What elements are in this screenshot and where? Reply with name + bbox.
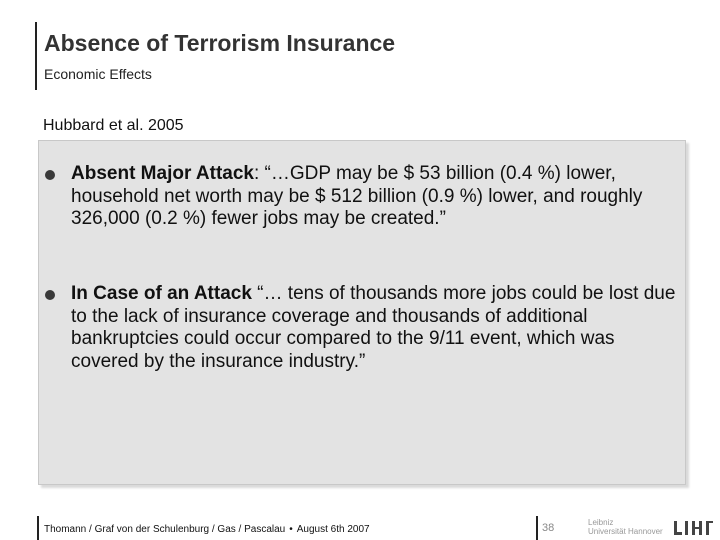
title-accent-bar: [35, 22, 37, 90]
bullet-text: [71, 283, 681, 373]
slide-subtitle: Economic Effects: [44, 66, 152, 82]
footer-separator: •: [289, 524, 293, 535]
footer-accent-bar: [37, 516, 39, 540]
bullet-label: Absent Major Attack: [71, 163, 254, 184]
page-number: 38: [542, 522, 555, 534]
footer-date: August 6th 2007: [296, 524, 370, 535]
slide-title: Absence of Terrorism Insurance: [44, 30, 396, 56]
footer-credits: [44, 524, 370, 535]
bullet-quote: “…GDP may be $ 53 billion (0.4 %) lower, household net worth may be $ 512 billion (0.9 %) lower, and roughly 326,000 (0.2 %) fewer jobs may be created.”: [71, 163, 643, 229]
source-citation: Hubbard et al. 2005: [43, 117, 184, 134]
footer-authors: Thomann / Graf von der Schulenburg / Gas / Pascalau: [44, 524, 286, 535]
page-accent-bar: [536, 516, 538, 540]
logo-mark-icon: [674, 520, 714, 536]
logo-line-2: Universität Hannover: [588, 527, 663, 536]
bullet-text: [71, 163, 681, 231]
bullet-dot-icon: [45, 290, 55, 300]
bullet-label-separator: :: [254, 163, 260, 184]
logo-wordmark: [588, 518, 663, 536]
bullet-label: In Case of an Attack: [71, 283, 252, 304]
university-logo: [588, 516, 718, 540]
bullet-dot-icon: [45, 170, 55, 180]
logo-line-1: Leibniz: [588, 518, 614, 527]
bullet-quote: “… tens of thousands more jobs could be lost due to the lack of insurance coverage and thousands of additional bankruptcies could occur compared to the 9/11 event, which was covered by the insurance industry.”: [71, 283, 676, 372]
content-box: [38, 140, 686, 485]
